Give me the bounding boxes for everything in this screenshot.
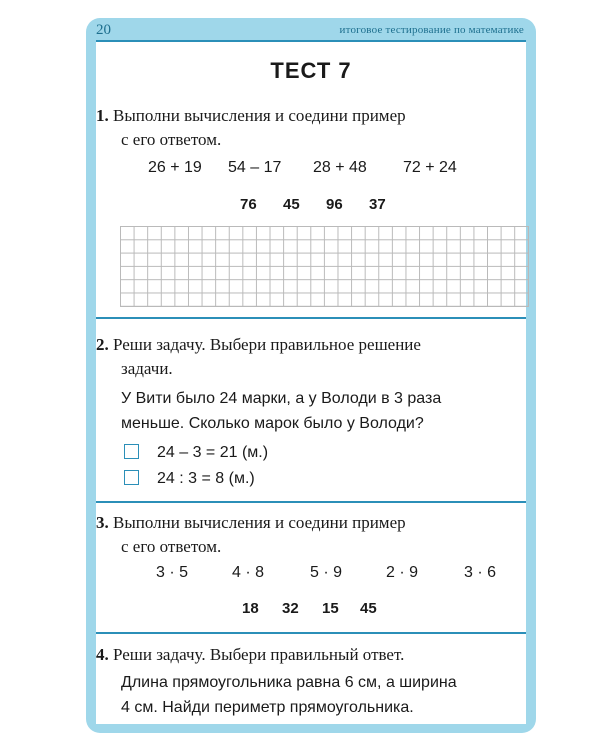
q3-example: 4 · 8 bbox=[232, 564, 265, 581]
page-number: 20 bbox=[96, 22, 111, 38]
q2-number: 2. bbox=[96, 335, 109, 354]
q2-problem bbox=[121, 386, 441, 436]
page-header bbox=[96, 22, 526, 40]
q2-option-label: 24 : 3 = 8 (м.) bbox=[157, 470, 255, 487]
q1-example: 72 + 24 bbox=[403, 159, 457, 176]
q1-answer: 45 bbox=[283, 196, 300, 213]
running-title: итоговое тестирование по математике bbox=[339, 24, 524, 36]
checkbox-icon[interactable] bbox=[124, 444, 139, 459]
q3-example: 5 · 9 bbox=[310, 564, 343, 581]
q1-example: 54 – 17 bbox=[228, 159, 282, 176]
q1-answer: 96 bbox=[326, 196, 343, 213]
work-grid[interactable] bbox=[120, 226, 529, 307]
q3-text-line2: с его ответом. bbox=[121, 537, 222, 556]
q3-example: 3 · 6 bbox=[464, 564, 497, 581]
q3-number: 3. bbox=[96, 513, 109, 532]
q4-problem-line2: 4 см. Найди периметр прямоугольника. bbox=[121, 699, 414, 716]
q3-example: 3 · 5 bbox=[156, 564, 189, 581]
q3-answers-row bbox=[242, 600, 390, 617]
q1-example: 28 + 48 bbox=[313, 159, 367, 176]
q2-problem-line2: меньше. Сколько марок было у Володи? bbox=[121, 415, 424, 432]
q3-example: 2 · 9 bbox=[386, 564, 419, 581]
q4-heading bbox=[96, 643, 404, 667]
q1-answer: 37 bbox=[369, 196, 386, 213]
q4-text-line1: Реши задачу. Выбери правильный ответ. bbox=[113, 645, 405, 664]
q1-example: 26 + 19 bbox=[148, 159, 202, 176]
q4-problem-line1: Длина прямоугольника равна 6 см, а ширина bbox=[121, 674, 457, 691]
q4-number: 4. bbox=[96, 645, 109, 664]
q4-problem bbox=[121, 670, 457, 720]
section-divider bbox=[96, 632, 526, 634]
q1-answer: 76 bbox=[240, 196, 257, 213]
q2-option-2[interactable] bbox=[124, 470, 255, 488]
q1-examples-row bbox=[148, 159, 473, 177]
checkbox-icon[interactable] bbox=[124, 470, 139, 485]
section-divider bbox=[96, 501, 526, 503]
q1-text-line2: с его ответом. bbox=[121, 130, 222, 149]
q3-answer: 45 bbox=[360, 600, 377, 617]
q2-heading bbox=[96, 333, 421, 357]
q2-text-line2: задачи. bbox=[121, 359, 173, 378]
q2-option-label: 24 – 3 = 21 (м.) bbox=[157, 444, 269, 461]
q3-heading bbox=[96, 511, 406, 535]
q2-problem-line1: У Вити было 24 марки, а у Володи в 3 раза bbox=[121, 390, 442, 407]
q1-text-line1: Выполни вычисления и соедини пример bbox=[113, 106, 406, 125]
q3-examples-row bbox=[156, 564, 508, 582]
test-title: ТЕСТ 7 bbox=[270, 58, 352, 83]
q1-answers-row bbox=[240, 196, 399, 213]
q3-text-line1: Выполни вычисления и соедини пример bbox=[113, 513, 406, 532]
section-divider bbox=[96, 317, 526, 319]
q2-text-line1: Реши задачу. Выбери правильное решение bbox=[113, 335, 421, 354]
header-divider bbox=[96, 40, 526, 42]
q3-answer: 18 bbox=[242, 600, 259, 617]
q3-answer: 15 bbox=[322, 600, 339, 617]
q1-heading bbox=[96, 104, 406, 128]
q1-number: 1. bbox=[96, 106, 109, 125]
q3-answer: 32 bbox=[282, 600, 299, 617]
q2-option-1[interactable] bbox=[124, 444, 268, 462]
